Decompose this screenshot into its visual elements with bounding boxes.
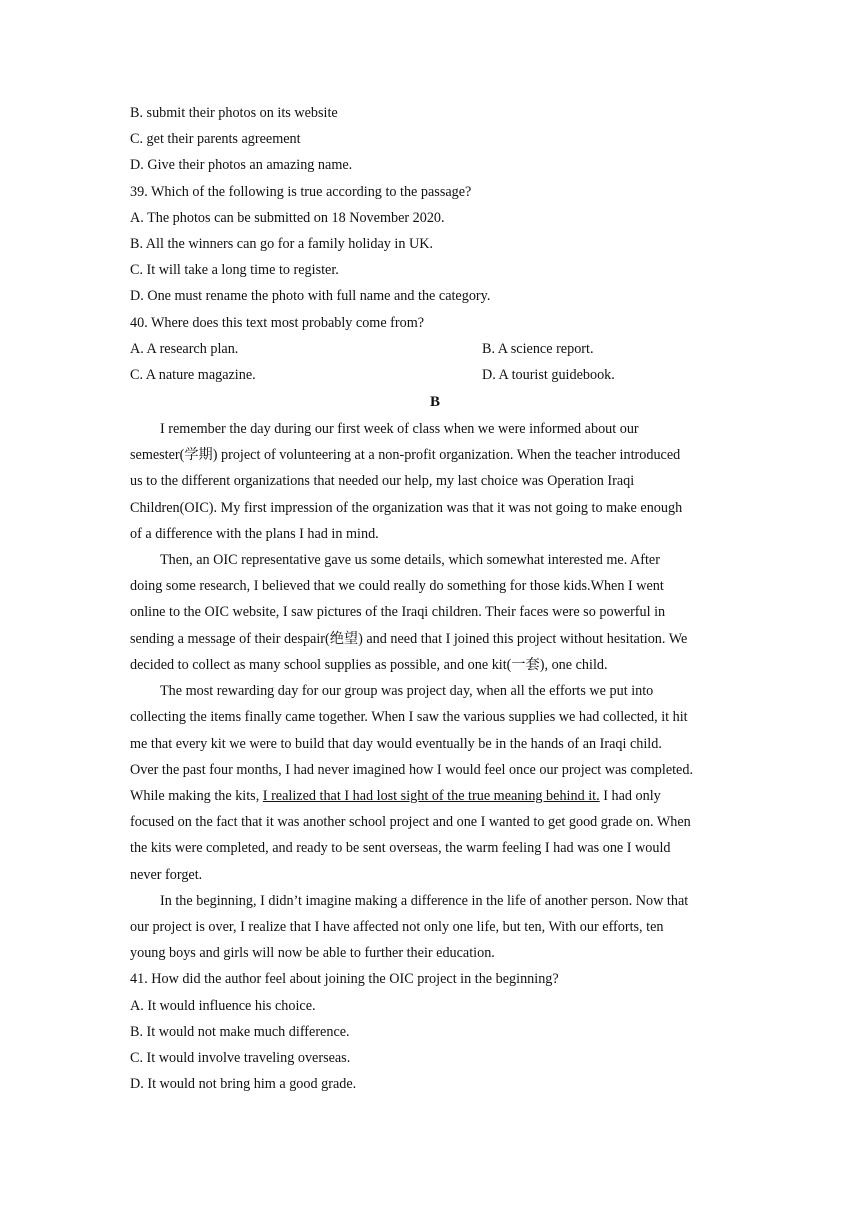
passage-line: the kits were completed, and ready to be sent overseas, the warm feeling I had was one I would (130, 840, 671, 857)
q41-stem: 41. How did the author feel about joining the OIC project in the beginning? (130, 971, 559, 988)
passage-line: sending a message of their despair(绝望) and need that I joined this project without hesitation. We (130, 630, 688, 647)
passage-line: collecting the items finally came together. When I saw the various supplies we had collected, it hit (130, 709, 688, 726)
q41-option-d: D. It would not bring him a good grade. (130, 1076, 357, 1093)
exam-page (130, 100, 740, 1097)
q39-option-c: C. It will take a long time to register. (130, 262, 339, 279)
q41-option-b: B. It would not make much difference. (130, 1023, 350, 1040)
passage-line: The most rewarding day for our group was project day, when all the efforts we put into (160, 683, 654, 700)
q41-option-a: A. It would influence his choice. (130, 997, 316, 1014)
passage-paragraph-2 (130, 547, 740, 678)
q39-stem: 39. Which of the following is true according to the passage? (130, 183, 472, 200)
q39-option-d: D. One must rename the photo with full name and the category. (130, 288, 491, 305)
q40-option-d: D. A tourist guidebook. (482, 366, 615, 383)
q40-option-b: B. A science report. (482, 340, 594, 357)
q40-option-a: A. A research plan. (130, 340, 239, 357)
q39-option-b: B. All the winners can go for a family holiday in UK. (130, 235, 434, 252)
passage-line: I remember the day during our first week of class when we were informed about our (160, 421, 639, 438)
q40-options-row-2 (130, 362, 740, 388)
passage-line: of a difference with the plans I had in mind. (130, 525, 379, 542)
line-text-before: While making the kits, (130, 787, 263, 804)
passage-line: us to the different organizations that needed our help, my last choice was Operation Iraqi (130, 473, 635, 490)
passage-line: In the beginning, I didn’t imagine making a difference in the life of another person. Now that (160, 892, 689, 909)
passage-paragraph-4 (130, 888, 740, 967)
passage-line: decided to collect as many school supplies as possible, and one kit(一套), one child. (130, 656, 608, 673)
passage-line: Over the past four months, I had never imagined how I would feel once our project was completed. (130, 761, 693, 778)
section-b-title: B (429, 394, 440, 411)
passage-line: semester(学期) project of volunteering at a non-profit organization. When the teacher introduced (130, 447, 681, 464)
passage-line: Then, an OIC representative gave us some details, which somewhat interested me. After (160, 552, 660, 569)
q41-option-c: C. It would involve traveling overseas. (130, 1049, 351, 1066)
line-text-after: I had only (599, 787, 661, 804)
passage-line-with-underline (130, 783, 740, 809)
q40-option-c: C. A nature magazine. (130, 366, 256, 383)
passage-line: never forget. (130, 866, 203, 883)
passage-line: doing some research, I believed that we could really do something for those kids.When I went (130, 578, 664, 595)
passage-line: Children(OIC). My first impression of the organization was that it was not going to make enough (130, 499, 683, 516)
passage-line: online to the OIC website, I saw pictures of the Iraqi children. Their faces were so powerful in (130, 604, 666, 621)
passage-line: our project is over, I realize that I have affected not only one life, but ten, With our efforts, ten (130, 918, 664, 935)
passage-line: focused on the fact that it was another school project and one I wanted to get good grade on. When (130, 814, 691, 831)
passage-line: me that every kit we were to build that day would eventually be in the hands of an Iraqi child. (130, 735, 662, 752)
q40-stem: 40. Where does this text most probably come from? (130, 314, 425, 331)
q38-option-d: D. Give their photos an amazing name. (130, 157, 353, 174)
passage-paragraph-3 (130, 678, 740, 888)
passage-line: young boys and girls will now be able to further their education. (130, 945, 495, 962)
q38-option-c: C. get their parents agreement (130, 131, 301, 148)
q38-option-b: B. submit their photos on its website (130, 105, 338, 121)
q39-option-a: A. The photos can be submitted on 18 November 2020. (130, 209, 445, 226)
passage-paragraph-1 (130, 416, 740, 547)
underlined-sentence: I realized that I had lost sight of the true meaning behind it. (262, 787, 600, 804)
q40-options-row-1 (130, 336, 740, 362)
